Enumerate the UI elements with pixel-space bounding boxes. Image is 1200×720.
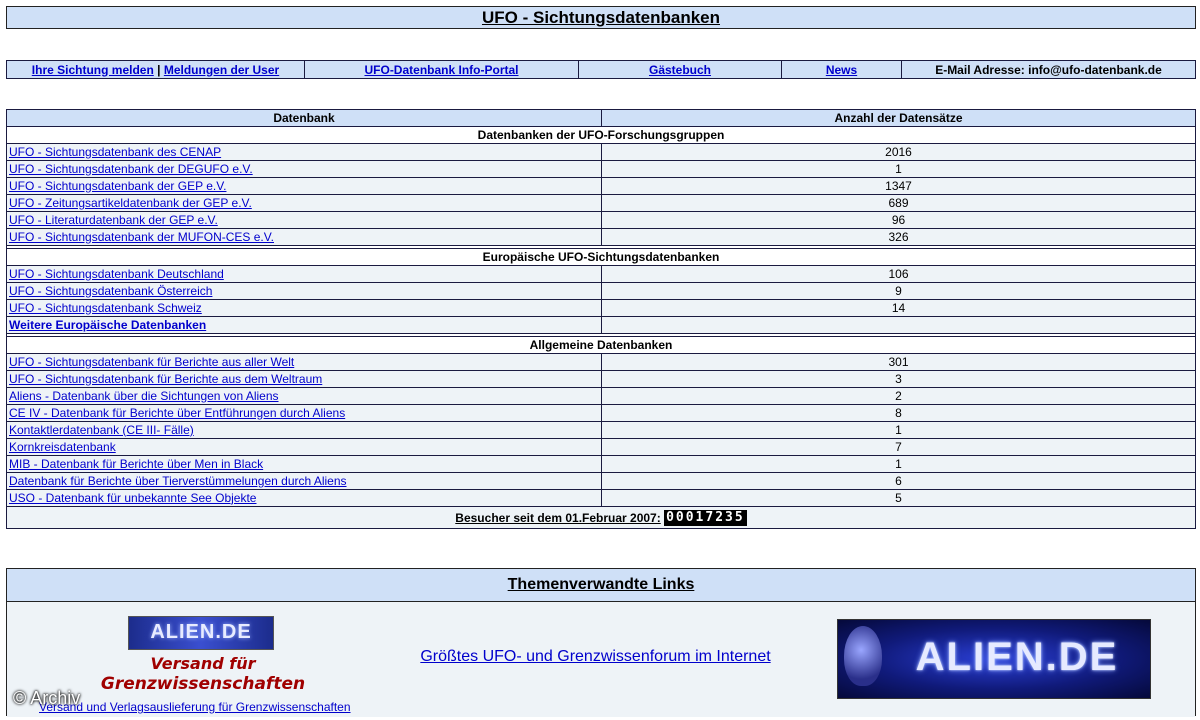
database-link[interactable]: UFO - Sichtungsdatenbank des CENAP [9,144,222,159]
nav-news-link[interactable]: News [825,62,858,77]
database-name-cell [7,300,602,317]
table-row [7,161,1196,178]
database-name-cell [7,473,602,490]
database-link[interactable]: Kornkreisdatenbank [9,439,116,454]
record-count: 106 [602,266,1196,283]
database-name-cell [7,439,602,456]
alien-de-large-banner[interactable] [837,619,1151,699]
nav-cell-guestbook [579,61,782,79]
database-link[interactable]: Datenbank für Berichte über Tierverstümmelungen durch Aliens [9,473,347,488]
record-count: 5 [602,490,1196,507]
database-name-cell [7,161,602,178]
column-header-database: Datenbank [7,110,602,127]
database-link[interactable]: UFO - Literaturdatenbank der GEP e.V. [9,212,218,227]
group-title: Europäische UFO-Sichtungsdatenbanken [7,249,1196,266]
nav-cell-news [782,61,902,79]
database-link[interactable]: UFO - Sichtungsdatenbank Österreich [9,283,213,298]
database-link[interactable]: UFO - Sichtungsdatenbank der MUFON-CES e.V. [9,229,274,244]
database-link[interactable]: Aliens - Datenbank über die Sichtungen von Aliens [9,388,279,403]
database-link[interactable]: CE IV - Datenbank für Berichte über Entführungen durch Aliens [9,405,346,420]
table-row [7,229,1196,246]
database-name-cell [7,178,602,195]
column-header-count: Anzahl der Datensätze [602,110,1196,127]
versand-heading-line2: Grenzwissenschaften [100,674,306,694]
record-count: 301 [602,354,1196,371]
database-name-cell [7,405,602,422]
record-count [602,317,1196,334]
table-row [7,178,1196,195]
database-link[interactable]: UFO - Sichtungsdatenbank für Berichte aus aller Welt [9,354,295,369]
database-link[interactable]: Kontaktlerdatenbank (CE III- Fälle) [9,422,194,437]
alien-de-large-banner-text: ALIEN.DE [915,635,1119,679]
table-row [7,212,1196,229]
copyright-watermark: © Archiv [13,688,81,708]
database-link[interactable]: UFO - Sichtungsdatenbank Deutschland [9,266,224,281]
nav-report-link[interactable]: Ihre Sichtung melden [31,62,154,77]
record-count: 689 [602,195,1196,212]
record-count: 1 [602,161,1196,178]
group-header-row [7,127,1196,144]
table-row [7,371,1196,388]
record-count: 7 [602,439,1196,456]
database-name-cell [7,266,602,283]
nav-separator: | [157,62,161,77]
database-name-cell [7,195,602,212]
database-link[interactable]: MIB - Datenbank für Berichte über Men in Black [9,456,264,471]
database-name-cell [7,229,602,246]
database-name-cell [7,388,602,405]
database-table [6,109,1196,529]
group-header-row [7,337,1196,354]
database-link[interactable]: UFO - Sichtungsdatenbank für Berichte aus dem Weltraum [9,371,323,386]
group-title: Datenbanken der UFO-Forschungsgruppen [7,127,1196,144]
database-name-cell [7,144,602,161]
record-count: 2016 [602,144,1196,161]
versand-link[interactable]: Versand und Verlagsauslieferung für Grenzwissenschaften [39,700,351,714]
nav-email: E-Mail Adresse: info@ufo-datenbank.de [935,62,1162,77]
record-count: 8 [602,405,1196,422]
table-row [7,317,1196,334]
table-row [7,405,1196,422]
database-link[interactable]: USO - Datenbank für unbekannte See Objekte [9,490,257,505]
database-name-cell [7,456,602,473]
table-row [7,422,1196,439]
database-name-cell [7,354,602,371]
database-link[interactable]: UFO - Sichtungsdatenbank Schweiz [9,300,202,315]
page-title-bar [6,6,1196,29]
record-count: 1 [602,422,1196,439]
table-row [7,456,1196,473]
table-row [7,144,1196,161]
table-row [7,354,1196,371]
database-name-cell [7,317,602,334]
forum-cell [399,602,793,717]
nav-bar [6,60,1196,79]
record-count: 14 [602,300,1196,317]
table-row [7,490,1196,507]
related-links-title: Themenverwandte Links [507,576,695,593]
record-count: 326 [602,229,1196,246]
versand-heading-line1: Versand für [150,654,256,673]
group-title: Allgemeine Datenbanken [7,337,1196,354]
table-row [7,473,1196,490]
nav-guestbook-link[interactable]: Gästebuch [648,62,711,77]
forum-link[interactable]: Größtes UFO- und Grenzwissenforum im Internet [420,648,771,665]
table-row [7,266,1196,283]
database-link[interactable]: UFO - Sichtungsdatenbank der DEGUFO e.V. [9,161,253,176]
page-title: UFO - Sichtungsdatenbanken [481,8,721,27]
database-name-cell [7,371,602,388]
record-count: 1 [602,456,1196,473]
alien-de-small-banner-text: ALIEN.DE [150,621,252,643]
database-link[interactable]: UFO - Sichtungsdatenbank der GEP e.V. [9,178,227,193]
database-link[interactable]: UFO - Zeitungsartikeldatenbank der GEP e.V. [9,195,252,210]
table-row [7,283,1196,300]
table-header-row [7,110,1196,127]
alien-head-icon [844,626,882,686]
nav-user-reports-link[interactable]: Meldungen der User [163,62,280,77]
nav-cell-portal [305,61,579,79]
record-count: 2 [602,388,1196,405]
visitor-row [7,507,1196,529]
group-header-row [7,249,1196,266]
database-link[interactable]: Weitere Europäische Datenbanken [9,317,207,332]
record-count: 9 [602,283,1196,300]
alien-de-small-banner[interactable] [128,616,274,650]
database-name-cell [7,212,602,229]
alien-de-cell [792,602,1195,717]
nav-cell-report [7,61,305,79]
table-row [7,195,1196,212]
visitor-label: Besucher seit dem 01.Februar 2007: [455,510,661,525]
visitor-cell [7,507,1196,529]
table-row [7,388,1196,405]
related-links-panel [6,568,1196,716]
table-row [7,300,1196,317]
versand-cell [7,602,400,717]
record-count: 6 [602,473,1196,490]
record-count: 1347 [602,178,1196,195]
table-row [7,439,1196,456]
related-links-title-bar [7,569,1195,602]
record-count: 3 [602,371,1196,388]
nav-portal-link[interactable]: UFO-Datenbank Info-Portal [364,62,519,77]
nav-cell-email [902,61,1196,79]
database-name-cell [7,283,602,300]
visitor-counter: 00017235 [666,509,745,525]
record-count: 96 [602,212,1196,229]
database-name-cell [7,422,602,439]
database-name-cell [7,490,602,507]
